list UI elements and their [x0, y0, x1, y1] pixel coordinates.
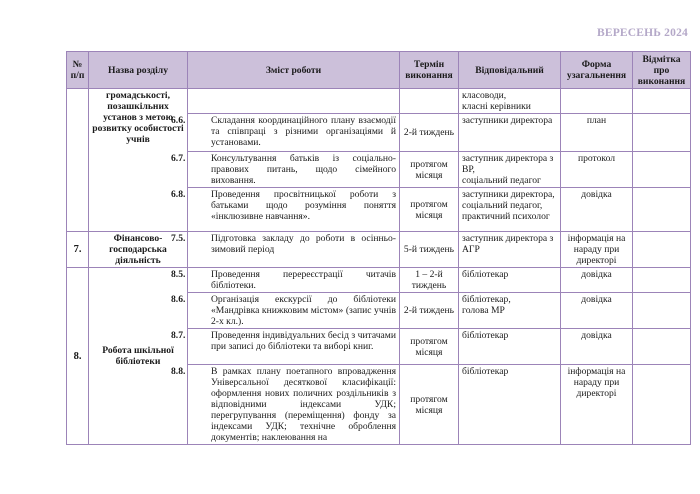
col-header-mark: Відмітка про виконання — [633, 52, 691, 89]
completion-mark[interactable] — [633, 365, 691, 445]
responsible: заступник директора з ВР, соціальний педагог — [459, 152, 561, 188]
responsible: класоводи, класні керівники — [459, 89, 561, 114]
completion-mark[interactable] — [633, 152, 691, 188]
term: протягом місяця — [400, 365, 459, 445]
responsible: заступники директора — [459, 114, 561, 152]
completion-mark[interactable] — [633, 114, 691, 152]
completion-mark[interactable] — [633, 188, 691, 232]
responsible: заступники директора, соціальний педагог, практичний психолог — [459, 188, 561, 232]
col-header-term: Термін виконання — [400, 52, 459, 89]
term: протягом місяця — [400, 329, 459, 365]
col-header-content: Зміст роботи — [188, 52, 400, 89]
work-content — [188, 89, 400, 114]
item-text: Консультування батьків із соціально-правових питань, щодо сімейного виховання. — [211, 153, 396, 186]
summary-form: довідка — [561, 329, 633, 365]
work-content — [171, 329, 400, 365]
table-row — [67, 232, 691, 268]
section-name: Фінансово-господарська діяльність — [89, 232, 188, 268]
work-content — [171, 152, 400, 188]
term — [400, 89, 459, 114]
summary-form: інформація на нараду при директорі — [561, 232, 633, 268]
table-row — [67, 268, 691, 293]
section-number: 8. — [67, 268, 89, 445]
work-content — [171, 365, 400, 445]
responsible: бібліотекар — [459, 329, 561, 365]
table-header-row — [67, 52, 691, 89]
summary-form: протокол — [561, 152, 633, 188]
work-content — [171, 114, 400, 152]
term: протягом місяця — [400, 152, 459, 188]
work-content — [171, 268, 400, 293]
term: протягом місяця — [400, 188, 459, 232]
work-content — [171, 293, 400, 329]
item-number: 6.7. — [171, 153, 186, 164]
summary-form: довідка — [561, 268, 633, 293]
item-number: 8.7. — [171, 330, 186, 341]
item-text: Підготовка закладу до роботи в осінньо-зимовий період — [211, 233, 396, 255]
completion-mark[interactable] — [633, 293, 691, 329]
work-content — [171, 188, 400, 232]
item-number: 6.8. — [171, 189, 186, 200]
completion-mark[interactable] — [633, 89, 691, 114]
completion-mark[interactable] — [633, 329, 691, 365]
summary-form: довідка — [561, 188, 633, 232]
work-plan-table — [66, 51, 691, 445]
section-number — [67, 89, 89, 232]
summary-form: план — [561, 114, 633, 152]
item-number: 6.6. — [171, 115, 186, 126]
col-header-responsible: Відповідальний — [459, 52, 561, 89]
table-row — [67, 89, 691, 114]
term: 2-й тиждень — [400, 114, 459, 152]
completion-mark[interactable] — [633, 268, 691, 293]
responsible: бібліотекар, голова МР — [459, 293, 561, 329]
summary-form — [561, 89, 633, 114]
item-number: 7.5. — [171, 233, 186, 244]
item-number: 8.5. — [171, 269, 186, 280]
item-text: Проведення просвітницької роботи з батьками щодо розуміння поняття «інклюзивне навчання». — [211, 189, 396, 222]
summary-form: інформація на нараду при директорі — [561, 365, 633, 445]
work-content — [171, 232, 400, 268]
item-number: 8.6. — [171, 294, 186, 305]
section-name: Робота шкільної бібліотеки — [89, 268, 188, 445]
term: 5-й тиждень — [400, 232, 459, 268]
item-text: Проведення індивідуальних бесід з читачами при записі до бібліотеки та виборі книг. — [211, 330, 396, 352]
section-name: громадськості, позашкільних установ з метою розвитку особистості учнів — [89, 89, 188, 232]
col-header-form: Форма узагальнення — [561, 52, 633, 89]
item-text: Складання координаційного плану взаємодії та співпраці з різними організаціями й установами. — [211, 115, 396, 148]
section-number: 7. — [67, 232, 89, 268]
col-header-num: № п/п — [67, 52, 89, 89]
item-text: Проведення перереєстрації читачів бібліотеки. — [211, 269, 396, 291]
responsible: заступник директора з АГР — [459, 232, 561, 268]
item-number: 8.8. — [171, 366, 186, 377]
month-title: ВЕРЕСЕНЬ 2024 — [596, 27, 688, 39]
term: 1 – 2-й тиждень — [400, 268, 459, 293]
responsible: бібліотекар — [459, 268, 561, 293]
term: 2-й тиждень — [400, 293, 459, 329]
col-header-section: Назва розділу — [89, 52, 188, 89]
summary-form: довідка — [561, 293, 633, 329]
completion-mark[interactable] — [633, 232, 691, 268]
responsible: бібліотекар — [459, 365, 561, 445]
item-text: Організація екскурсії до бібліотеки «Мандрівка книжковим містом» (запис учнів 2-х кл.). — [211, 294, 396, 327]
item-text: В рамках плану поетапного впровадження Універсальної десяткової класифікації: оформлення нових поличних роздільників з відповідними індексами УДК; перегрупування (переміщення) фонду за індексами УДК; технічне оброблення документів; наклеювання на — [211, 366, 396, 443]
